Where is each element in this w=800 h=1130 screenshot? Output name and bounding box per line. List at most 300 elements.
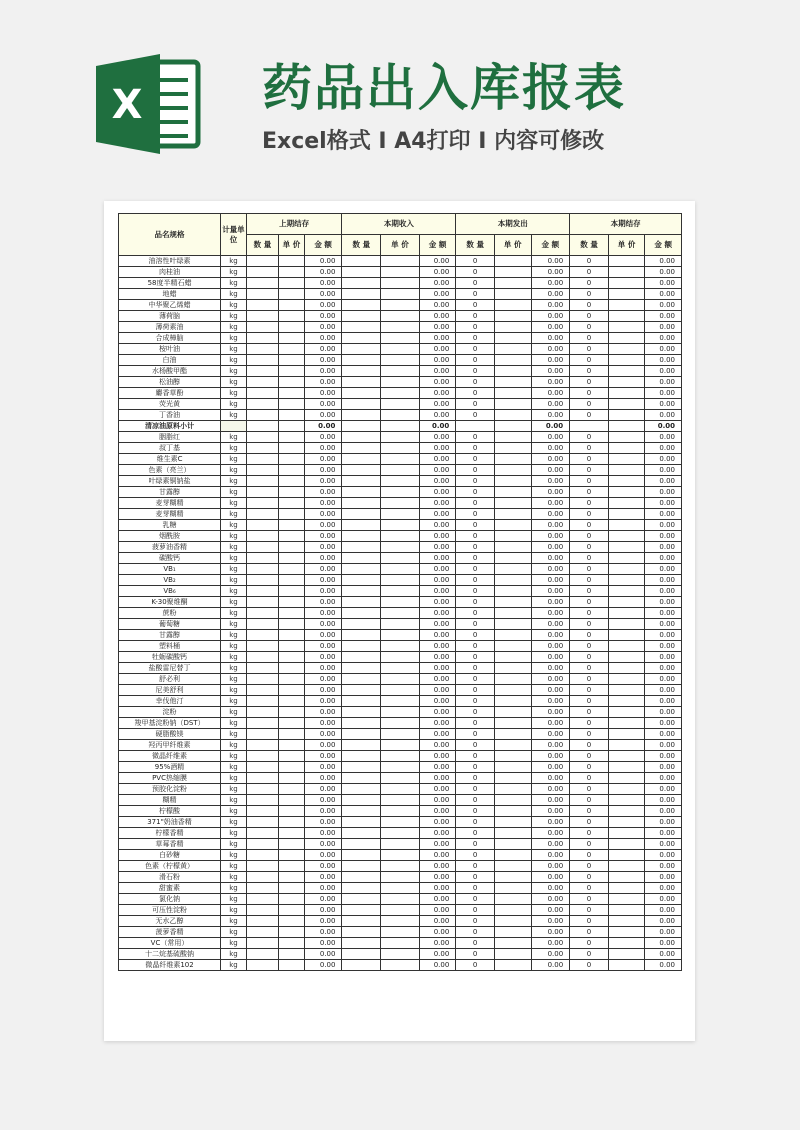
quantity-cell[interactable]: 0: [456, 861, 495, 872]
empty-cell[interactable]: [608, 300, 645, 311]
empty-cell[interactable]: [494, 751, 531, 762]
quantity-cell[interactable]: 0: [456, 256, 495, 267]
unit-cell[interactable]: kg: [221, 883, 247, 894]
amount-cell[interactable]: 0.00: [304, 531, 342, 542]
empty-cell[interactable]: [342, 608, 381, 619]
empty-cell[interactable]: [279, 949, 305, 960]
item-name-cell[interactable]: VB₆: [119, 586, 221, 597]
amount-cell[interactable]: 0.00: [645, 586, 682, 597]
empty-cell[interactable]: [342, 740, 381, 751]
empty-cell[interactable]: [494, 465, 531, 476]
amount-cell[interactable]: 0.00: [419, 718, 456, 729]
quantity-cell[interactable]: 0: [570, 465, 609, 476]
empty-cell[interactable]: [381, 883, 420, 894]
item-name-cell[interactable]: 叶绿素铜钠盐: [119, 476, 221, 487]
empty-cell[interactable]: [342, 718, 381, 729]
amount-cell[interactable]: 0.00: [645, 509, 682, 520]
amount-cell[interactable]: 0.00: [645, 773, 682, 784]
empty-cell[interactable]: [246, 542, 278, 553]
unit-cell[interactable]: kg: [221, 333, 247, 344]
empty-cell[interactable]: [494, 960, 531, 971]
amount-cell[interactable]: 0.00: [304, 641, 342, 652]
amount-cell[interactable]: 0.00: [419, 850, 456, 861]
empty-cell[interactable]: [494, 509, 531, 520]
empty-cell[interactable]: [608, 487, 645, 498]
unit-cell[interactable]: kg: [221, 542, 247, 553]
empty-cell[interactable]: [279, 641, 305, 652]
amount-cell[interactable]: 0.00: [645, 850, 682, 861]
amount-cell[interactable]: 0.00: [304, 938, 342, 949]
amount-cell[interactable]: 0.00: [304, 399, 342, 410]
amount-cell[interactable]: 0.00: [419, 894, 456, 905]
item-name-cell[interactable]: 油溶性叶绿素: [119, 256, 221, 267]
empty-cell[interactable]: [608, 476, 645, 487]
empty-cell[interactable]: [494, 300, 531, 311]
empty-cell[interactable]: [494, 641, 531, 652]
item-name-cell[interactable]: 盐酸雷尼替丁: [119, 663, 221, 674]
amount-cell[interactable]: 0.00: [304, 487, 342, 498]
amount-cell[interactable]: 0.00: [645, 707, 682, 718]
amount-cell[interactable]: 0.00: [645, 894, 682, 905]
empty-cell[interactable]: [246, 553, 278, 564]
amount-cell[interactable]: 0.00: [531, 729, 570, 740]
amount-cell[interactable]: 0.00: [419, 388, 456, 399]
quantity-cell[interactable]: 0: [456, 762, 495, 773]
item-name-cell[interactable]: 幸伐他汀: [119, 696, 221, 707]
empty-cell[interactable]: [246, 905, 278, 916]
amount-cell[interactable]: 0.00: [419, 839, 456, 850]
empty-cell[interactable]: [246, 421, 278, 432]
empty-cell[interactable]: [494, 311, 531, 322]
amount-cell[interactable]: 0.00: [531, 641, 570, 652]
amount-cell[interactable]: 0.00: [419, 355, 456, 366]
quantity-cell[interactable]: 0: [570, 828, 609, 839]
empty-cell[interactable]: [246, 850, 278, 861]
empty-cell[interactable]: [494, 916, 531, 927]
amount-cell[interactable]: 0.00: [531, 740, 570, 751]
empty-cell[interactable]: [279, 443, 305, 454]
item-name-cell[interactable]: 维生素C: [119, 454, 221, 465]
empty-cell[interactable]: [279, 663, 305, 674]
unit-cell[interactable]: kg: [221, 454, 247, 465]
empty-cell[interactable]: [246, 894, 278, 905]
amount-cell[interactable]: 0.00: [304, 322, 342, 333]
item-name-cell[interactable]: 蔗粉: [119, 608, 221, 619]
empty-cell[interactable]: [246, 652, 278, 663]
empty-cell[interactable]: [279, 333, 305, 344]
empty-cell[interactable]: [246, 256, 278, 267]
empty-cell[interactable]: [381, 652, 420, 663]
amount-cell[interactable]: 0.00: [419, 432, 456, 443]
quantity-cell[interactable]: 0: [456, 311, 495, 322]
amount-cell[interactable]: 0.00: [645, 311, 682, 322]
empty-cell[interactable]: [381, 454, 420, 465]
amount-cell[interactable]: 0.00: [645, 597, 682, 608]
amount-cell[interactable]: 0.00: [419, 377, 456, 388]
unit-cell[interactable]: kg: [221, 300, 247, 311]
empty-cell[interactable]: [342, 355, 381, 366]
empty-cell[interactable]: [608, 784, 645, 795]
quantity-cell[interactable]: 0: [456, 509, 495, 520]
empty-cell[interactable]: [608, 696, 645, 707]
unit-cell[interactable]: kg: [221, 498, 247, 509]
amount-cell[interactable]: 0.00: [531, 564, 570, 575]
item-name-cell[interactable]: 淀粉: [119, 707, 221, 718]
empty-cell[interactable]: [342, 278, 381, 289]
quantity-cell[interactable]: 0: [570, 773, 609, 784]
quantity-cell[interactable]: 0: [570, 740, 609, 751]
unit-cell[interactable]: kg: [221, 817, 247, 828]
empty-cell[interactable]: [608, 619, 645, 630]
empty-cell[interactable]: [381, 619, 420, 630]
amount-cell[interactable]: 0.00: [531, 355, 570, 366]
empty-cell[interactable]: [494, 839, 531, 850]
empty-cell[interactable]: [342, 894, 381, 905]
quantity-cell[interactable]: 0: [570, 817, 609, 828]
empty-cell[interactable]: [279, 410, 305, 421]
unit-cell[interactable]: kg: [221, 344, 247, 355]
empty-cell[interactable]: [342, 311, 381, 322]
amount-cell[interactable]: 0.00: [304, 839, 342, 850]
amount-cell[interactable]: 0.00: [304, 553, 342, 564]
quantity-cell[interactable]: 0: [456, 630, 495, 641]
quantity-cell[interactable]: 0: [570, 674, 609, 685]
quantity-cell[interactable]: 0: [456, 828, 495, 839]
quantity-cell[interactable]: 0: [570, 872, 609, 883]
item-name-cell[interactable]: 叔丁基: [119, 443, 221, 454]
amount-cell[interactable]: 0.00: [645, 729, 682, 740]
unit-cell[interactable]: kg: [221, 729, 247, 740]
amount-cell[interactable]: 0.00: [531, 905, 570, 916]
amount-cell[interactable]: 0.00: [531, 256, 570, 267]
empty-cell[interactable]: [342, 784, 381, 795]
quantity-cell[interactable]: 0: [570, 311, 609, 322]
empty-cell[interactable]: [494, 795, 531, 806]
empty-cell[interactable]: [279, 674, 305, 685]
item-name-cell[interactable]: 滑石粉: [119, 872, 221, 883]
empty-cell[interactable]: [246, 883, 278, 894]
empty-cell[interactable]: [494, 762, 531, 773]
amount-cell[interactable]: 0.00: [419, 949, 456, 960]
item-name-cell[interactable]: 菠萝油香精: [119, 542, 221, 553]
unit-cell[interactable]: kg: [221, 795, 247, 806]
empty-cell[interactable]: [246, 498, 278, 509]
empty-cell[interactable]: [342, 960, 381, 971]
unit-cell[interactable]: kg: [221, 685, 247, 696]
amount-cell[interactable]: 0.00: [531, 817, 570, 828]
unit-cell[interactable]: kg: [221, 850, 247, 861]
quantity-cell[interactable]: 0: [570, 762, 609, 773]
empty-cell[interactable]: [494, 894, 531, 905]
amount-cell[interactable]: 0.00: [419, 663, 456, 674]
empty-cell[interactable]: [279, 465, 305, 476]
amount-cell[interactable]: 0.00: [304, 498, 342, 509]
item-name-cell[interactable]: 中华聚乙烯蜡: [119, 300, 221, 311]
quantity-cell[interactable]: 0: [570, 366, 609, 377]
empty-cell[interactable]: [381, 311, 420, 322]
empty-cell[interactable]: [494, 432, 531, 443]
quantity-cell[interactable]: 0: [456, 707, 495, 718]
amount-cell[interactable]: 0.00: [419, 454, 456, 465]
quantity-cell[interactable]: 0: [570, 729, 609, 740]
amount-cell[interactable]: 0.00: [304, 663, 342, 674]
quantity-cell[interactable]: 0: [456, 586, 495, 597]
quantity-cell[interactable]: 0: [570, 685, 609, 696]
item-name-cell[interactable]: 371"奶油香精: [119, 817, 221, 828]
empty-cell[interactable]: [381, 586, 420, 597]
quantity-cell[interactable]: 0: [570, 278, 609, 289]
empty-cell[interactable]: [246, 663, 278, 674]
empty-cell[interactable]: [246, 740, 278, 751]
amount-cell[interactable]: 0.00: [419, 531, 456, 542]
empty-cell[interactable]: [279, 872, 305, 883]
amount-cell[interactable]: 0.00: [419, 828, 456, 839]
amount-cell[interactable]: 0.00: [419, 652, 456, 663]
empty-cell[interactable]: [279, 795, 305, 806]
empty-cell[interactable]: [342, 850, 381, 861]
empty-cell[interactable]: [342, 344, 381, 355]
unit-cell[interactable]: kg: [221, 355, 247, 366]
item-name-cell[interactable]: 微晶纤维素102: [119, 960, 221, 971]
empty-cell[interactable]: [342, 828, 381, 839]
unit-cell[interactable]: kg: [221, 905, 247, 916]
unit-cell[interactable]: kg: [221, 927, 247, 938]
empty-cell[interactable]: [246, 806, 278, 817]
item-name-cell[interactable]: VB₂: [119, 575, 221, 586]
quantity-cell[interactable]: 0: [570, 575, 609, 586]
quantity-cell[interactable]: 0: [456, 674, 495, 685]
amount-cell[interactable]: 0.00: [645, 740, 682, 751]
unit-cell[interactable]: kg: [221, 718, 247, 729]
amount-cell[interactable]: 0.00: [419, 256, 456, 267]
empty-cell[interactable]: [342, 905, 381, 916]
amount-cell[interactable]: 0.00: [419, 311, 456, 322]
empty-cell[interactable]: [246, 641, 278, 652]
item-name-cell[interactable]: 合成樟脑: [119, 333, 221, 344]
empty-cell[interactable]: [279, 344, 305, 355]
quantity-cell[interactable]: 0: [456, 377, 495, 388]
empty-cell[interactable]: [608, 839, 645, 850]
item-name-cell[interactable]: 葡萄糖: [119, 619, 221, 630]
empty-cell[interactable]: [494, 399, 531, 410]
amount-cell[interactable]: 0.00: [304, 872, 342, 883]
quantity-cell[interactable]: 0: [570, 597, 609, 608]
quantity-cell[interactable]: 0: [456, 652, 495, 663]
unit-cell[interactable]: kg: [221, 949, 247, 960]
item-name-cell[interactable]: 丁香油: [119, 410, 221, 421]
amount-cell[interactable]: 0.00: [419, 421, 456, 432]
empty-cell[interactable]: [342, 300, 381, 311]
empty-cell[interactable]: [342, 487, 381, 498]
amount-cell[interactable]: 0.00: [419, 300, 456, 311]
empty-cell[interactable]: [246, 531, 278, 542]
empty-cell[interactable]: [494, 729, 531, 740]
amount-cell[interactable]: 0.00: [645, 300, 682, 311]
empty-cell[interactable]: [342, 630, 381, 641]
empty-cell[interactable]: [494, 927, 531, 938]
amount-cell[interactable]: 0.00: [645, 685, 682, 696]
quantity-cell[interactable]: 0: [456, 531, 495, 542]
empty-cell[interactable]: [381, 740, 420, 751]
amount-cell[interactable]: 0.00: [645, 960, 682, 971]
empty-cell[interactable]: [342, 520, 381, 531]
amount-cell[interactable]: 0.00: [419, 696, 456, 707]
quantity-cell[interactable]: 0: [570, 586, 609, 597]
empty-cell[interactable]: [381, 850, 420, 861]
empty-cell[interactable]: [494, 366, 531, 377]
quantity-cell[interactable]: 0: [456, 289, 495, 300]
empty-cell[interactable]: [381, 784, 420, 795]
empty-cell[interactable]: [246, 267, 278, 278]
amount-cell[interactable]: 0.00: [531, 674, 570, 685]
empty-cell[interactable]: [246, 366, 278, 377]
quantity-cell[interactable]: 0: [456, 806, 495, 817]
amount-cell[interactable]: 0.00: [304, 916, 342, 927]
quantity-cell[interactable]: 0: [570, 905, 609, 916]
amount-cell[interactable]: 0.00: [419, 729, 456, 740]
item-name-cell[interactable]: 95%酒精: [119, 762, 221, 773]
amount-cell[interactable]: 0.00: [304, 410, 342, 421]
unit-cell[interactable]: kg: [221, 366, 247, 377]
empty-cell[interactable]: [381, 762, 420, 773]
amount-cell[interactable]: 0.00: [419, 641, 456, 652]
amount-cell[interactable]: 0.00: [645, 432, 682, 443]
empty-cell[interactable]: [279, 718, 305, 729]
quantity-cell[interactable]: 0: [570, 960, 609, 971]
amount-cell[interactable]: 0.00: [419, 707, 456, 718]
empty-cell[interactable]: [342, 443, 381, 454]
unit-cell[interactable]: kg: [221, 432, 247, 443]
unit-cell[interactable]: kg: [221, 465, 247, 476]
empty-cell[interactable]: [608, 454, 645, 465]
item-name-cell[interactable]: 清凉油原料小计: [119, 421, 221, 432]
amount-cell[interactable]: 0.00: [645, 696, 682, 707]
amount-cell[interactable]: 0.00: [645, 718, 682, 729]
empty-cell[interactable]: [608, 443, 645, 454]
item-name-cell[interactable]: 甜蜜素: [119, 883, 221, 894]
empty-cell[interactable]: [342, 916, 381, 927]
amount-cell[interactable]: 0.00: [304, 630, 342, 641]
amount-cell[interactable]: 0.00: [304, 795, 342, 806]
empty-cell[interactable]: [279, 960, 305, 971]
amount-cell[interactable]: 0.00: [419, 916, 456, 927]
empty-cell[interactable]: [246, 630, 278, 641]
empty-cell[interactable]: [342, 465, 381, 476]
empty-cell[interactable]: [494, 597, 531, 608]
empty-cell[interactable]: [342, 564, 381, 575]
item-name-cell[interactable]: 尼美舒利: [119, 685, 221, 696]
amount-cell[interactable]: 0.00: [419, 872, 456, 883]
empty-cell[interactable]: [608, 795, 645, 806]
unit-cell[interactable]: kg: [221, 696, 247, 707]
empty-cell[interactable]: [381, 718, 420, 729]
quantity-cell[interactable]: 0: [570, 608, 609, 619]
empty-cell[interactable]: [246, 938, 278, 949]
quantity-cell[interactable]: 0: [456, 696, 495, 707]
empty-cell[interactable]: [279, 531, 305, 542]
empty-cell[interactable]: [246, 311, 278, 322]
unit-cell[interactable]: kg: [221, 377, 247, 388]
amount-cell[interactable]: 0.00: [304, 608, 342, 619]
empty-cell[interactable]: [342, 377, 381, 388]
empty-cell[interactable]: [342, 498, 381, 509]
quantity-cell[interactable]: 0: [456, 476, 495, 487]
amount-cell[interactable]: 0.00: [531, 410, 570, 421]
amount-cell[interactable]: 0.00: [304, 960, 342, 971]
empty-cell[interactable]: [279, 520, 305, 531]
unit-cell[interactable]: kg: [221, 960, 247, 971]
quantity-cell[interactable]: 0: [456, 575, 495, 586]
quantity-cell[interactable]: 0: [570, 333, 609, 344]
empty-cell[interactable]: [494, 421, 531, 432]
empty-cell[interactable]: [246, 509, 278, 520]
quantity-cell[interactable]: 0: [456, 960, 495, 971]
quantity-cell[interactable]: 0: [456, 938, 495, 949]
empty-cell[interactable]: [279, 619, 305, 630]
amount-cell[interactable]: 0.00: [531, 300, 570, 311]
empty-cell[interactable]: [279, 773, 305, 784]
empty-cell[interactable]: [246, 289, 278, 300]
empty-cell[interactable]: [494, 454, 531, 465]
unit-cell[interactable]: kg: [221, 509, 247, 520]
empty-cell[interactable]: [381, 421, 420, 432]
empty-cell[interactable]: [608, 509, 645, 520]
empty-cell[interactable]: [494, 663, 531, 674]
amount-cell[interactable]: 0.00: [304, 751, 342, 762]
empty-cell[interactable]: [279, 938, 305, 949]
empty-cell[interactable]: [494, 740, 531, 751]
amount-cell[interactable]: 0.00: [304, 476, 342, 487]
amount-cell[interactable]: 0.00: [304, 718, 342, 729]
amount-cell[interactable]: 0.00: [304, 685, 342, 696]
item-name-cell[interactable]: 十二烷基硫酸钠: [119, 949, 221, 960]
empty-cell[interactable]: [494, 520, 531, 531]
unit-cell[interactable]: kg: [221, 322, 247, 333]
empty-cell[interactable]: [494, 619, 531, 630]
amount-cell[interactable]: 0.00: [531, 608, 570, 619]
empty-cell[interactable]: [246, 432, 278, 443]
empty-cell[interactable]: [608, 685, 645, 696]
amount-cell[interactable]: 0.00: [531, 520, 570, 531]
empty-cell[interactable]: [608, 355, 645, 366]
empty-cell[interactable]: [342, 586, 381, 597]
amount-cell[interactable]: 0.00: [531, 751, 570, 762]
empty-cell[interactable]: [246, 300, 278, 311]
quantity-cell[interactable]: 0: [456, 300, 495, 311]
amount-cell[interactable]: 0.00: [304, 542, 342, 553]
empty-cell[interactable]: [381, 685, 420, 696]
empty-cell[interactable]: [279, 399, 305, 410]
empty-cell[interactable]: [246, 817, 278, 828]
amount-cell[interactable]: 0.00: [645, 278, 682, 289]
unit-cell[interactable]: kg: [221, 256, 247, 267]
empty-cell[interactable]: [279, 498, 305, 509]
item-name-cell[interactable]: 乳糖: [119, 520, 221, 531]
empty-cell[interactable]: [279, 432, 305, 443]
item-name-cell[interactable]: 柠檬香精: [119, 828, 221, 839]
quantity-cell[interactable]: 0: [456, 410, 495, 421]
amount-cell[interactable]: 0.00: [531, 487, 570, 498]
unit-cell[interactable]: kg: [221, 674, 247, 685]
quantity-cell[interactable]: 0: [456, 322, 495, 333]
quantity-cell[interactable]: 0: [570, 267, 609, 278]
empty-cell[interactable]: [381, 344, 420, 355]
amount-cell[interactable]: 0.00: [531, 718, 570, 729]
empty-cell[interactable]: [494, 256, 531, 267]
empty-cell[interactable]: [381, 520, 420, 531]
amount-cell[interactable]: 0.00: [645, 641, 682, 652]
empty-cell[interactable]: [342, 652, 381, 663]
